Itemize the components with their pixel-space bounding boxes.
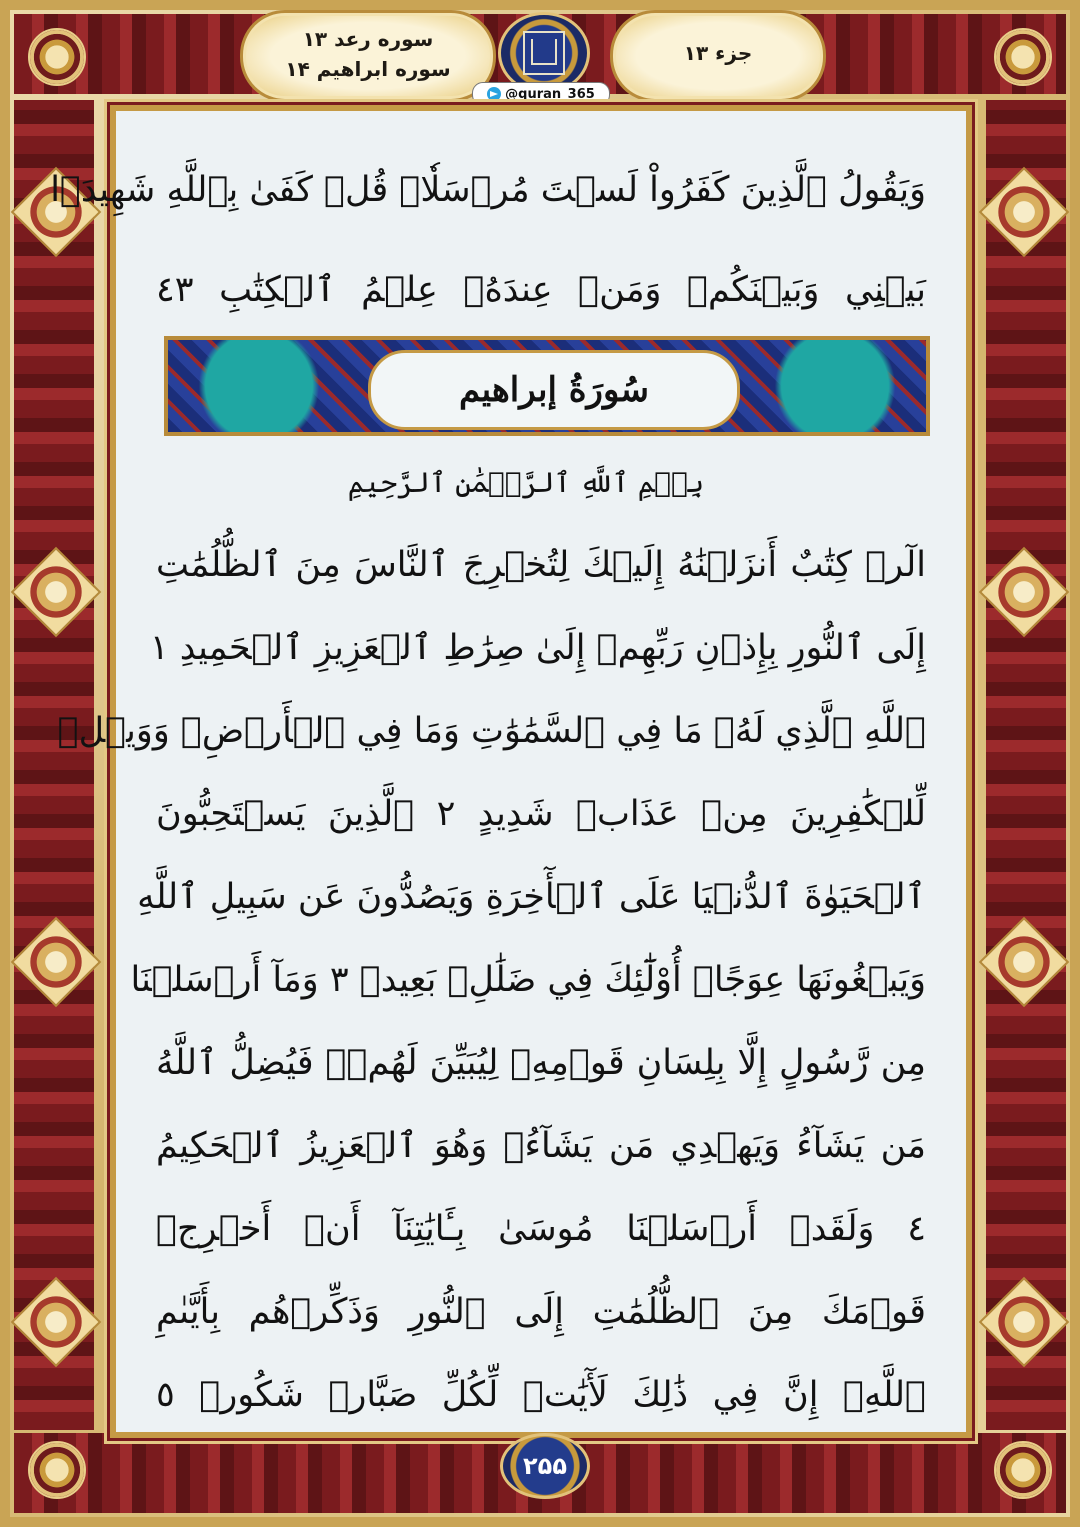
juz-cartouche — [610, 10, 826, 102]
verse-line: لِّلۡكَٰفِرِينَ مِنۡ عَذَابٖ شَدِيدٍ ٢ ٱلَّذِينَ يَسۡتَحِبُّونَ — [156, 794, 926, 834]
verse-line: إِلَى ٱلنُّورِ بِإِذۡنِ رَبِّهِمۡ إِلَىٰ صِرَٰطِ ٱلۡعَزِيزِ ٱلۡحَمِيدِ ١ — [149, 628, 926, 668]
juz-label: جزء ۱۳ — [683, 41, 753, 65]
corner-medallion-icon — [994, 1441, 1052, 1499]
right-ornament-band — [986, 100, 1066, 1430]
surah-title-banner — [164, 336, 930, 436]
verse-line: وَيَبۡغُونَهَا عِوَجًاۚ أُوْلَٰٓئِكَ فِي ضَلَٰلِۢ بَعِيدٖ ٣ وَمَآ أَرۡسَلۡنَا — [130, 960, 926, 1000]
handle-text: @quran_365 — [505, 86, 595, 102]
verse-line: ٱللَّهِۚ إِنَّ فِي ذَٰلِكَ لَأٓيَٰتٖ لِّكُلِّ صَبَّارٖ شَكُورٖ ٥ — [156, 1375, 926, 1415]
logo-square-icon — [523, 31, 565, 75]
surah-info-cartouche — [240, 10, 496, 102]
telegram-icon — [487, 87, 501, 101]
verse-line: ٤ وَلَقَدۡ أَرۡسَلۡنَا مُوسَىٰ بِـَٔايَٰتِنَآ أَنۡ أَخۡرِجۡ — [156, 1209, 926, 1249]
verse-line: ٱللَّهِ ٱلَّذِي لَهُۥ مَا فِي ٱلسَّمَٰوَٰتِ وَمَا فِي ٱلۡأَرۡضِۗ وَوَيۡلٞ — [57, 711, 926, 751]
verse-line: وَيَقُولُ ٱلَّذِينَ كَفَرُواْ لَسۡتَ مُرۡسَلٗاۚ قُلۡ كَفَىٰ بِٱللَّهِ شَهِيدَۢا — [50, 170, 926, 210]
verse-line: بَيۡنِي وَبَيۡنَكُمۡ وَمَنۡ عِندَهُۥ عِلۡمُ ٱلۡكِتَٰبِ ٤٣ — [156, 270, 926, 310]
text-panel — [50, 105, 972, 1438]
surah-line-1: سوره رعد ۱۳ — [302, 27, 434, 51]
surah-title: سُورَةُ إبراهيم — [368, 350, 740, 430]
left-ornament-band — [14, 100, 94, 1430]
channel-handle[interactable] — [472, 82, 610, 106]
corner-medallion-icon — [994, 28, 1052, 86]
basmala: بِسۡمِ ٱللَّهِ ٱلرَّحۡمَٰنِ ٱلرَّحِيمِ — [347, 466, 705, 499]
surah-line-2: سوره ابراهیم ۱۴ — [285, 57, 451, 81]
page-number: ۲۵۵ — [500, 1433, 590, 1499]
verse-line: مَن يَشَآءُ وَيَهۡدِي مَن يَشَآءُۚ وَهُوَ ٱلۡعَزِيزُ ٱلۡحَكِيمُ — [156, 1126, 926, 1166]
verse-line: الٓرۚ كِتَٰبٌ أَنزَلۡنَٰهُ إِلَيۡكَ لِتُخۡرِجَ ٱلنَّاسَ مِنَ ٱلظُّلُمَٰتِ — [156, 545, 926, 585]
verse-line: ٱلۡحَيَوٰةَ ٱلدُّنۡيَا عَلَى ٱلۡأٓخِرَةِ وَيَصُدُّونَ عَن سَبِيلِ ٱللَّهِ — [137, 877, 926, 917]
corner-medallion-icon — [28, 28, 86, 86]
verse-line: قَوۡمَكَ مِنَ ٱلظُّلُمَٰتِ إِلَى ٱلنُّورِ وَذَكِّرۡهُم بِأَيَّىٰمِ — [156, 1292, 926, 1332]
corner-medallion-icon — [28, 1441, 86, 1499]
verse-line: مِن رَّسُولٍ إِلَّا بِلِسَانِ قَوۡمِهِۦ لِيُبَيِّنَ لَهُمۡۖ فَيُضِلُّ ٱللَّهُ — [156, 1043, 926, 1083]
